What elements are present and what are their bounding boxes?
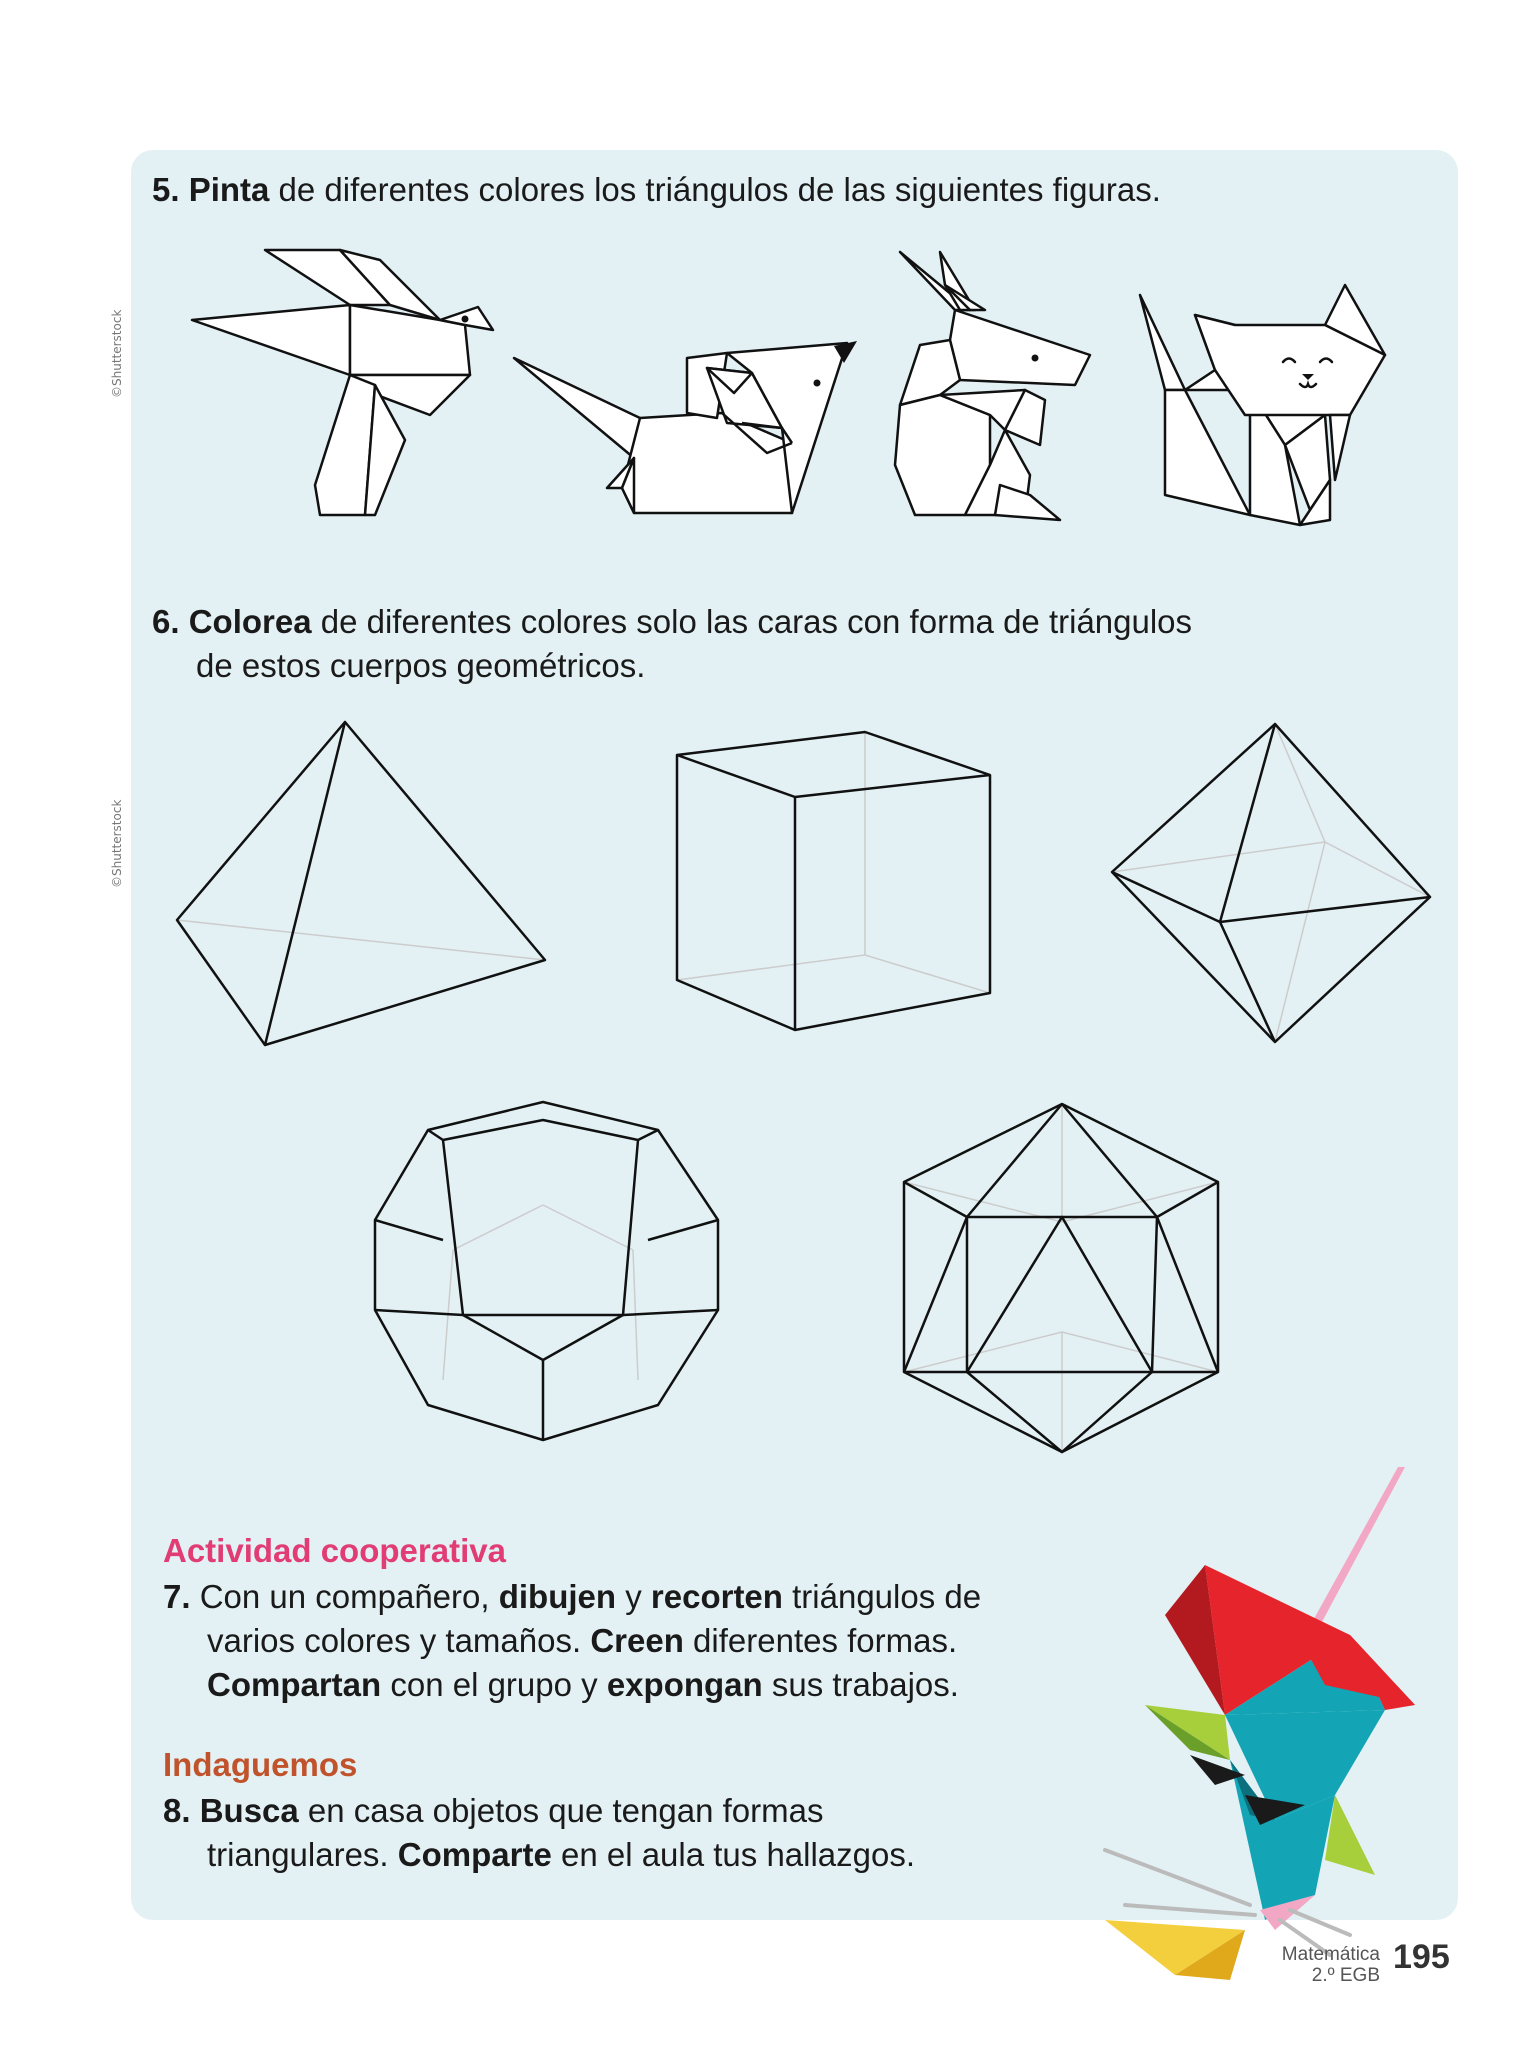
cube-figure[interactable] xyxy=(675,730,995,1040)
page-number: 195 xyxy=(1393,1938,1450,1976)
dodecahedron-figure[interactable] xyxy=(373,1100,723,1445)
inquiry-title: Indaguemos xyxy=(163,1746,358,1783)
text: expongan xyxy=(606,1666,763,1703)
origami-bird-illustration[interactable] xyxy=(190,245,510,520)
footer-subject xyxy=(1180,1944,1380,1986)
photo-credit: ©Shutterstock xyxy=(110,309,124,398)
text: Compartan xyxy=(207,1666,382,1703)
text: en el aula tus hallazgos. xyxy=(551,1836,916,1873)
origami-mouse-illustration[interactable] xyxy=(512,338,857,523)
text: Comparte xyxy=(397,1836,552,1873)
task-text: de diferentes colores los triángulos de las siguientes figuras. xyxy=(269,171,1161,208)
task-text-line2 xyxy=(163,1833,915,1877)
task-verb: Colorea xyxy=(188,603,312,640)
text: recorten xyxy=(650,1578,783,1615)
text: dibujen xyxy=(498,1578,617,1615)
task-number: 7. xyxy=(163,1578,191,1615)
task-text-line2 xyxy=(163,1619,981,1663)
origami-cat-illustration[interactable] xyxy=(1135,280,1395,525)
task-text-line3 xyxy=(163,1663,981,1707)
cooperative-activity-title: Actividad cooperativa xyxy=(163,1532,506,1569)
text: varios colores y tamaños. xyxy=(207,1622,591,1659)
origami-rabbit-illustration[interactable] xyxy=(895,250,1095,525)
text: y xyxy=(616,1578,651,1615)
task-verb: Pinta xyxy=(188,171,270,208)
task-8-instruction xyxy=(163,1789,915,1877)
task-7-instruction xyxy=(163,1575,981,1707)
text: en casa objetos que tengan formas xyxy=(298,1792,824,1829)
text: Con un compañero, xyxy=(199,1578,499,1615)
text: diferentes formas. xyxy=(683,1622,958,1659)
text: Busca xyxy=(199,1792,299,1829)
text: con el grupo y xyxy=(381,1666,607,1703)
text: triangulares. xyxy=(207,1836,398,1873)
photo-credit: ©Shutterstock xyxy=(110,799,124,888)
text: triángulos de xyxy=(782,1578,982,1615)
task-number: 6. xyxy=(152,603,180,640)
octahedron-figure[interactable] xyxy=(1110,722,1435,1047)
task-text-line2: de estos cuerpos geométricos. xyxy=(196,647,646,684)
text: Creen xyxy=(590,1622,684,1659)
task-text: de diferentes colores solo las caras con forma de triángulos xyxy=(311,603,1193,640)
task-number: 5. xyxy=(152,171,180,208)
text: sus trabajos. xyxy=(762,1666,959,1703)
icosahedron-figure[interactable] xyxy=(902,1102,1220,1454)
task-5-instruction xyxy=(152,168,1161,212)
grade-label: 2.º EGB xyxy=(1311,1965,1380,1986)
task-6-instruction xyxy=(152,600,1192,688)
subject-label: Matemática xyxy=(1281,1944,1380,1965)
task-number: 8. xyxy=(163,1792,191,1829)
tetrahedron-figure[interactable] xyxy=(175,720,550,1050)
paper-triangle-mouse-illustration xyxy=(1075,1465,1425,1985)
